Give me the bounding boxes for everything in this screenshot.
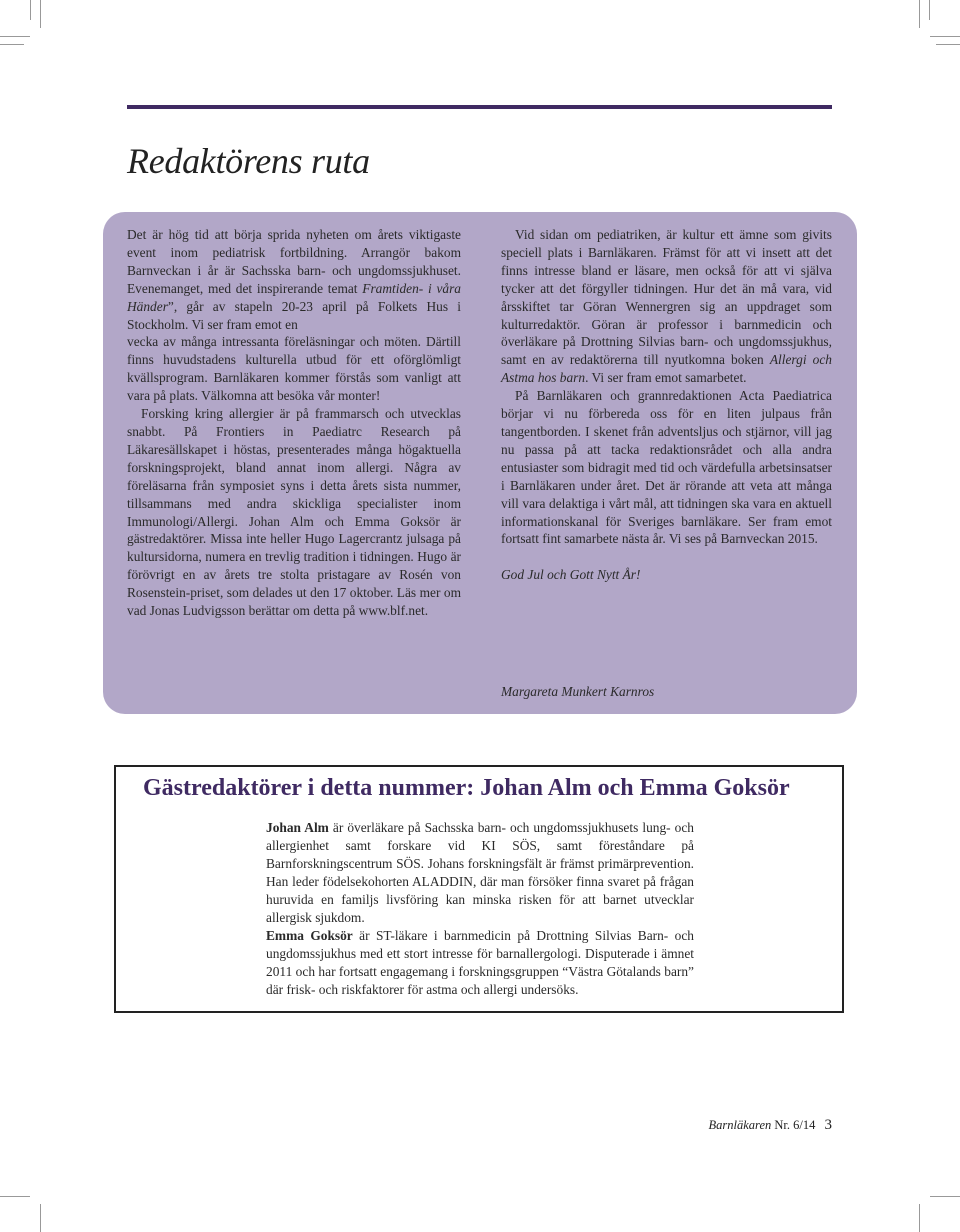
guest-bio-johan (266, 819, 694, 927)
page-title: Redaktörens ruta (127, 141, 370, 181)
crop-mark (930, 1196, 960, 1197)
page-number: 3 (824, 1117, 832, 1133)
crop-mark (40, 0, 41, 28)
header-rule (127, 105, 832, 109)
page-footer (709, 1117, 832, 1134)
editorial-left-column (127, 226, 461, 620)
guest-editors-box (114, 765, 844, 1013)
crop-mark (0, 44, 24, 45)
editorial-paragraph: vecka av många intressanta föreläsningar och möten. Därtill finns huvudstadens kulturella utbud för ett oförglömligt kvällsprogram. Barnläkaren kommer förstås som vanligt att vara på plats. Välkomna att besöka vår monter! (127, 334, 461, 404)
magazine-name: Barnläkaren (708, 1118, 772, 1132)
editorial-paragraph: På Barnläkaren och grannredaktionen Acta Paediatrica börjar vi nu förbereda oss för en liten julpaus från tangentborden. I skenet från adventsljus och stjärnor, vill jag nu passa på att tacka redaktionsrådet och alla andra entusiaster som bidragit med tid och värdefulla arbetsinsatser i Barnläkaren under året. Det är rörande att veta att många vill vara delaktiga i vårt mål, att tidningen ska vara en aktuell informationskanal för Sveriges barnläkare. Ser fram emot fortsatt fint samarbete nästa år. Vi ses på Barnveckan 2015. (501, 388, 832, 547)
crop-mark (30, 0, 31, 20)
crop-mark (929, 0, 930, 20)
theme-text: Framtiden- i våra Händer (127, 280, 462, 314)
crop-mark (0, 36, 30, 37)
intro-text: Det är hög tid att börja sprida nyheten om årets viktigaste event inom pediatrisk fortbildning. Arrangör bakom Barnveckan i år är Sachsska barn- och ungdomssjukhuset. Evenemanget, med det inspirerande temat (127, 227, 461, 296)
intro-text-cont: ”, går av stapeln 20-23 april på Folkets Hus i Stockholm. Vi ser fram emot en (127, 298, 461, 332)
issue-number: Nr. 6/14 (774, 1118, 816, 1132)
signature: Margareta Munkert Karnros (501, 684, 655, 699)
guest-editors-title: Gästredaktörer i detta nummer: Johan Alm och Emma Goksör (143, 775, 790, 801)
guest-bio-text: är ST-läkare i barnmedicin på Drottning Silvias Barn- och ungdomssjukhus med ett stort intresse för barnallergologi. Disputerade i ämnet 2011 och har fortsatt engagemang i forskningsgruppen “Västra Götalands barn” där frisk- och riskfaktorer för astma och allergi undersöks. (266, 928, 694, 997)
guest-bio-text: är överläkare på Sachsska barn- och ungdomssjukhusets lung- och allergienhet samt forskare vid KI SÖS, samt föreståndare på Barnforskningscentrum SÖS. Johans forskningsfält är främst primärprevention. Han leder födelsekohorten ALADDIN, där man försöker finna svaret på frågan huruvida en familjs livsföring kan minska risken för att barnet utvecklar allergisk sjukdom. (266, 820, 694, 925)
greeting: God Jul och Gott Nytt År! (501, 567, 641, 583)
crop-mark (936, 44, 960, 45)
guest-editors-body (266, 819, 694, 999)
guest-name: Johan Alm (266, 820, 329, 835)
crop-mark (919, 1204, 920, 1232)
editorial-paragraph: Forsking kring allergier är på frammarsch och utvecklas snabbt. På Frontiers in Paediatrc Research på Läkaresällskapet i höstas, presenterades många högaktuella forskningsprojekt, bland annat inom allergi. Några av föreläsarna från symposiet syns i detta årets sista nummer, tillsammans med andra skickliga specialister inom Immunologi/Allergi. Johan Alm och Emma Goksör är gästredaktörer. Missa inte heller Hugo Lagercrantz julsaga på kultursidorna, numera en trevlig tradition i tidningen. Hugo är förövrigt en av årets tre stolta pristagare av Rosén von Rosenstein-priset, som delades ut den 17 oktober. Läs mer om vad Jonas Ludvigsson berättar om detta på www.blf.net. (127, 406, 461, 619)
book-title: Allergi och Astma hos barn (501, 352, 832, 386)
crop-mark (40, 1204, 41, 1232)
guest-name: Emma Goksör (266, 928, 353, 943)
crop-mark (0, 1196, 30, 1197)
editorial-right-column (501, 226, 832, 584)
guest-bio-emma (266, 927, 694, 999)
paragraph-text: . Vi ser fram emot samarbetet. (585, 370, 747, 386)
paragraph-text: Vid sidan om pediatriken, är kultur ett ämne som givits speciell plats i Barnläkaren. Främst för att vi insett att det finns intresse bland er läsare, men också för att vi själva tycker att det förgyller tidningen. Hur det än må vara, vid årsskiftet tar Göran Wennergren sig an uppdraget som kulturredaktör. Göran är professor i barnmedicin och överläkare på Drottning Silvias barn- och ungdomssjukhus, samt en av redaktörerna till nyutkomna boken (501, 227, 832, 368)
crop-mark (919, 0, 920, 28)
editorial-intro (127, 226, 461, 333)
editorial-paragraph (501, 226, 832, 387)
crop-mark (930, 36, 960, 37)
